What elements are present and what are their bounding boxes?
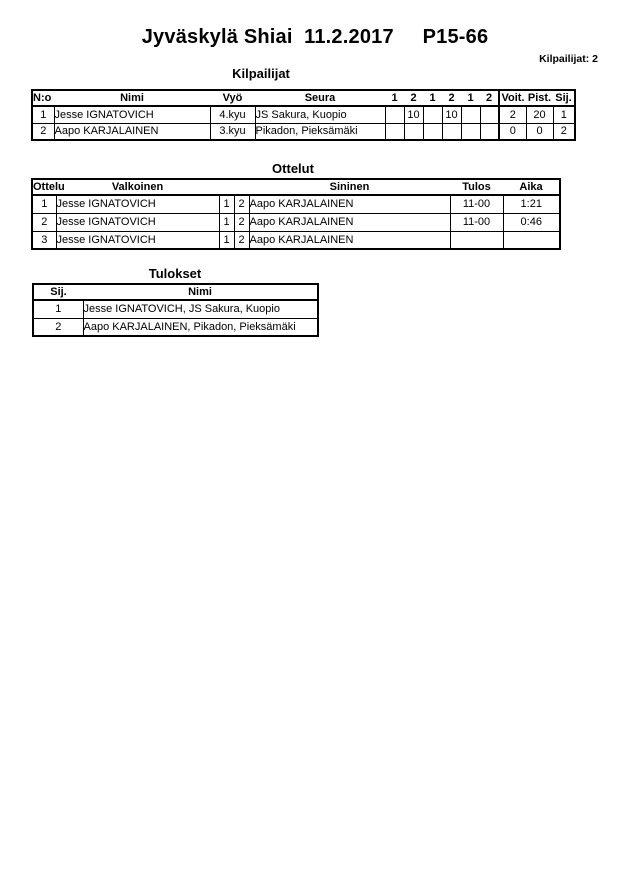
competitor-no: 2 bbox=[32, 123, 54, 140]
col-header-belt: Vyö bbox=[210, 90, 255, 106]
match-time bbox=[503, 231, 560, 249]
match-result: 11-00 bbox=[450, 195, 503, 213]
match-white-name: Jesse IGNATOVICH bbox=[56, 231, 219, 249]
match-time: 0:46 bbox=[503, 213, 560, 231]
score-cell bbox=[423, 106, 442, 123]
score-cell: 10 bbox=[404, 106, 423, 123]
col-header-club: Seura bbox=[255, 90, 385, 106]
col-header-round-6: 2 bbox=[480, 90, 499, 106]
match-blue-no: 2 bbox=[234, 231, 249, 249]
score-cell: 10 bbox=[442, 106, 461, 123]
competitor-place: 1 bbox=[553, 106, 575, 123]
competitor-no: 1 bbox=[32, 106, 54, 123]
match-white-name: Jesse IGNATOVICH bbox=[56, 195, 219, 213]
col-header-place: Sij. bbox=[553, 90, 575, 106]
col-header-name: Nimi bbox=[54, 90, 210, 106]
result-name: Jesse IGNATOVICH, JS Sakura, Kuopio bbox=[83, 300, 318, 318]
col-header-white-no bbox=[219, 179, 234, 195]
match-row bbox=[32, 231, 560, 249]
matches-section-heading: Ottelut bbox=[272, 161, 314, 176]
match-white-no: 1 bbox=[219, 195, 234, 213]
score-cell bbox=[423, 123, 442, 140]
score-cell bbox=[480, 106, 499, 123]
result-row bbox=[33, 300, 318, 318]
match-blue-no: 2 bbox=[234, 195, 249, 213]
participants-count-label: Kilpailijat: 2 bbox=[539, 53, 598, 65]
competitors-table bbox=[31, 89, 576, 141]
col-header-round-5: 1 bbox=[461, 90, 480, 106]
matches-header-row bbox=[32, 179, 560, 195]
competitor-points: 20 bbox=[526, 106, 553, 123]
competitor-row bbox=[32, 123, 575, 140]
score-cell bbox=[442, 123, 461, 140]
match-result: 11-00 bbox=[450, 213, 503, 231]
competitors-header-row bbox=[32, 90, 575, 106]
competitor-name: Aapo KARJALAINEN bbox=[54, 123, 210, 140]
competitor-name: Jesse IGNATOVICH bbox=[54, 106, 210, 123]
col-header-round-3: 1 bbox=[423, 90, 442, 106]
match-blue-name: Aapo KARJALAINEN bbox=[249, 213, 450, 231]
competitor-belt: 4.kyu bbox=[210, 106, 255, 123]
col-header-wins: Voit. bbox=[499, 90, 526, 106]
competitors-section-heading: Kilpailijat bbox=[232, 66, 290, 81]
score-cell bbox=[480, 123, 499, 140]
competitor-wins: 0 bbox=[499, 123, 526, 140]
col-header-blue-no bbox=[234, 179, 249, 195]
competitor-belt: 3.kyu bbox=[210, 123, 255, 140]
col-header-round-2: 2 bbox=[404, 90, 423, 106]
match-row bbox=[32, 213, 560, 231]
match-blue-name: Aapo KARJALAINEN bbox=[249, 195, 450, 213]
competitor-wins: 2 bbox=[499, 106, 526, 123]
match-white-no: 1 bbox=[219, 231, 234, 249]
col-header-place: Sij. bbox=[33, 284, 83, 300]
match-no: 1 bbox=[32, 195, 56, 213]
result-row bbox=[33, 318, 318, 336]
match-result bbox=[450, 231, 503, 249]
matches-table bbox=[31, 178, 561, 250]
results-section-heading: Tulokset bbox=[148, 266, 202, 281]
competitor-place: 2 bbox=[553, 123, 575, 140]
col-header-round-1: 1 bbox=[385, 90, 404, 106]
competitor-club: JS Sakura, Kuopio bbox=[255, 106, 385, 123]
score-cell bbox=[461, 106, 480, 123]
result-name: Aapo KARJALAINEN, Pikadon, Pieksämäki bbox=[83, 318, 318, 336]
result-place: 1 bbox=[33, 300, 83, 318]
competitor-row bbox=[32, 106, 575, 123]
competitor-points: 0 bbox=[526, 123, 553, 140]
col-header-white: Valkoinen bbox=[56, 179, 219, 195]
page-title: Jyväskylä Shiai 11.2.2017 P15-66 bbox=[141, 26, 489, 48]
match-white-no: 1 bbox=[219, 213, 234, 231]
col-header-round-4: 2 bbox=[442, 90, 461, 106]
score-cell bbox=[404, 123, 423, 140]
score-cell bbox=[385, 123, 404, 140]
results-header-row bbox=[33, 284, 318, 300]
col-header-blue: Sininen bbox=[249, 179, 450, 195]
match-white-name: Jesse IGNATOVICH bbox=[56, 213, 219, 231]
col-header-points: Pist. bbox=[527, 92, 552, 104]
competitor-club: Pikadon, Pieksämäki bbox=[255, 123, 385, 140]
score-cell bbox=[461, 123, 480, 140]
col-header-match: Ottelu bbox=[33, 181, 65, 193]
col-header-result: Tulos bbox=[450, 179, 503, 195]
match-blue-name: Aapo KARJALAINEN bbox=[249, 231, 450, 249]
match-blue-no: 2 bbox=[234, 213, 249, 231]
results-table bbox=[32, 283, 319, 337]
col-header-no: N:o bbox=[32, 90, 54, 106]
match-no: 3 bbox=[32, 231, 56, 249]
match-time: 1:21 bbox=[503, 195, 560, 213]
match-row bbox=[32, 195, 560, 213]
col-header-name: Nimi bbox=[83, 284, 318, 300]
col-header-time: Aika bbox=[503, 179, 560, 195]
match-no: 2 bbox=[32, 213, 56, 231]
score-cell bbox=[385, 106, 404, 123]
result-place: 2 bbox=[33, 318, 83, 336]
